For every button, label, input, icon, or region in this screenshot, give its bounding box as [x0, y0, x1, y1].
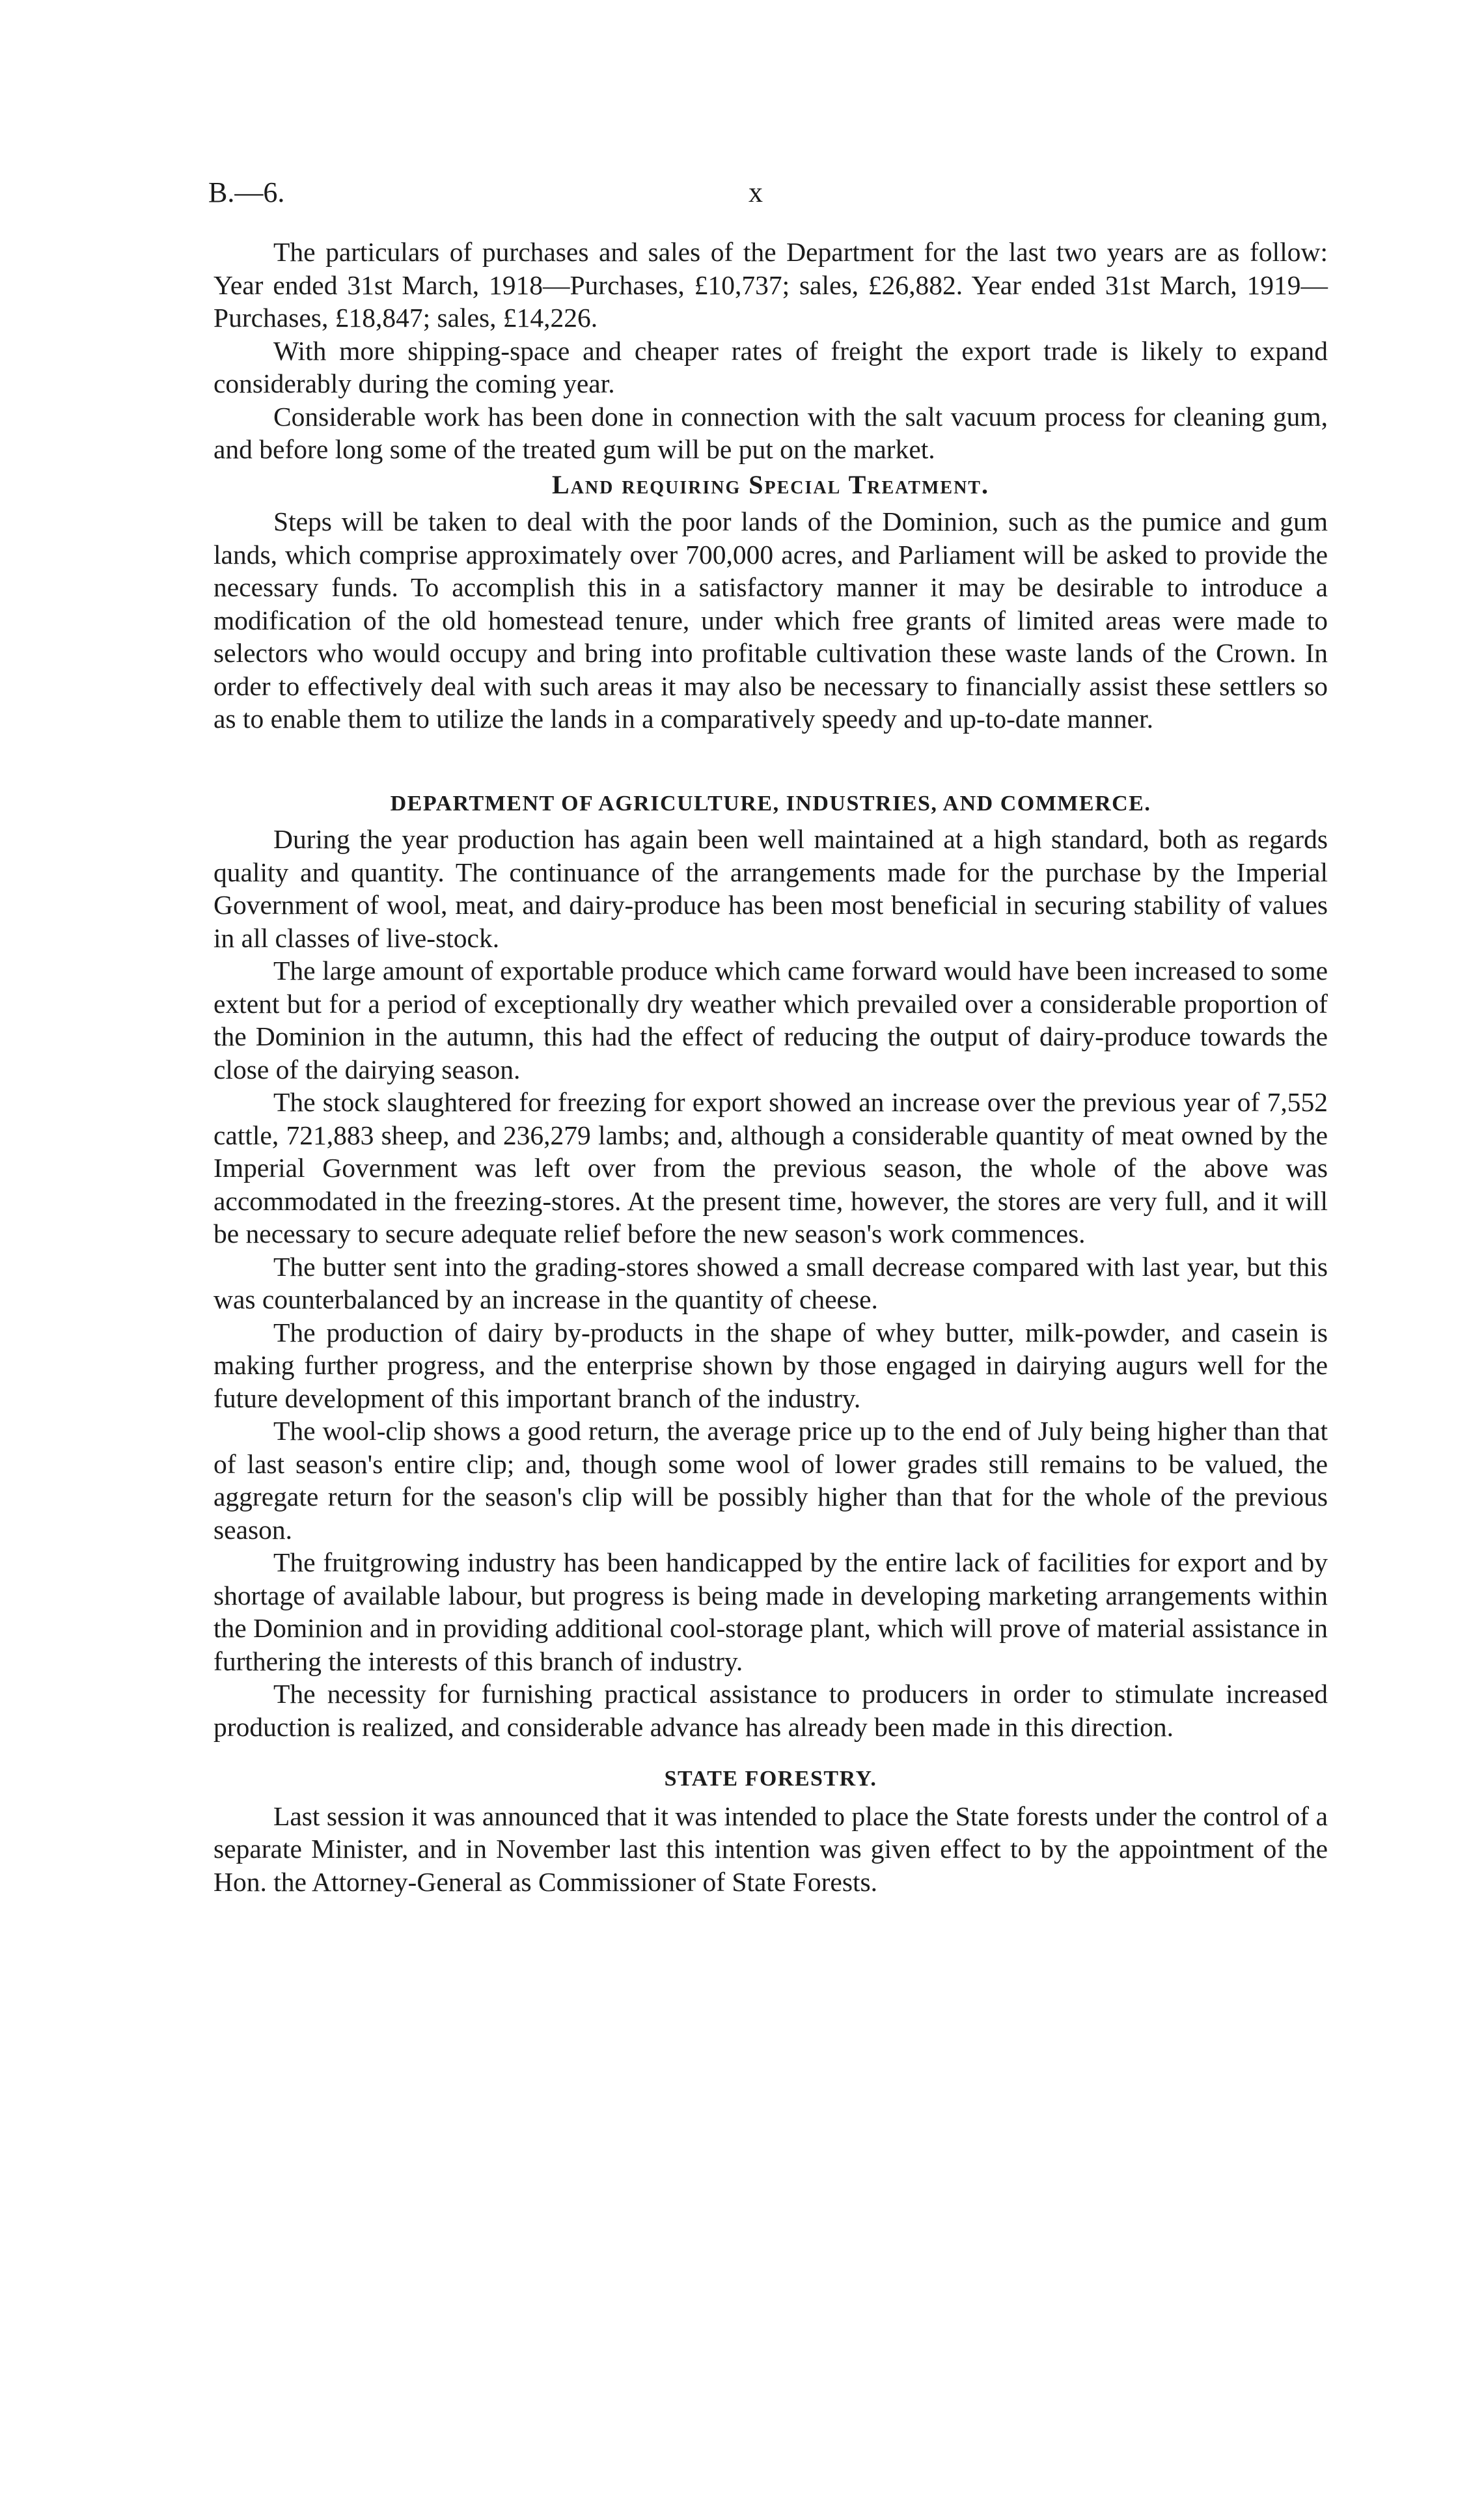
document-reference: B.—6. — [208, 176, 285, 208]
paragraph: Considerable work has been done in connection with the salt vacuum process for cleaning gum, and before long some of the treated gum will be put on the market. — [213, 401, 1328, 464]
paragraph: The wool-clip shows a good return, the average price up to the end of July being higher than that of last season's entire clip; and, though some wool of lower grades still remains to be valued, the aggregate return for the season's clip will be possibly higher than that for the whole of the previous season. — [213, 1416, 1328, 1545]
purchases-sales-section — [213, 236, 1328, 466]
section-heading: Land requiring Special Treatment. — [552, 469, 989, 499]
section-heading: DEPARTMENT OF AGRICULTURE, INDUSTRIES, AND COMMERCE. — [390, 791, 1151, 816]
paragraph: The butter sent into the grading-stores showed a small decrease compared with last year, but this was counterbalanced by an increase in the quantity of cheese. — [213, 1251, 1328, 1314]
paragraph: Steps will be taken to deal with the poor lands of the Dominion, such as the pumice and gum lands, which comprise approximately over 700,000 acres, and Parliament will be asked to provide the necessary funds. To accomplish this in a satisfactory manner it may be desirable to introduce a modification of the old homestead tenure, under which free grants of limited areas were made to selectors who would occupy and bring into profitable cultivation these waste lands of the Crown. In order to effectively deal with such areas it may also be necessary to financially assist these settlers so as to enable them to utilize the lands in a comparatively speedy and up-to-date manner. — [213, 506, 1328, 734]
paragraph: The fruitgrowing industry has been handicapped by the entire lack of facilities for export and by shortage of available labour, but progress is being made in developing marketing arrangements within the Dominion and in providing additional cool-storage plant, which will prove of material assistance in furthering the interests of this branch of industry. — [213, 1547, 1328, 1676]
paragraph: Last session it was announced that it was intended to place the State forests under the control of a separate Minister, and in November last this intention was given effect to by the appointment of the Hon. the Attorney-General as Commissioner of State Forests. — [213, 1801, 1328, 1897]
paragraph: With more shipping-space and cheaper rates of freight the export trade is likely to expand considerably during the coming year. — [213, 335, 1328, 398]
page-header — [208, 176, 1328, 215]
section-heading: STATE FORESTRY. — [664, 1767, 877, 1791]
agriculture-section — [213, 788, 1328, 1744]
paragraph: The particulars of purchases and sales of the Department for the last two years are as follow: Year ended 31st March, 1918—Purchases, £10,737; sales, £26,882. Year ended 31st March, 1919—Purchases, £18,847; sales, £14,226. — [213, 237, 1328, 333]
paragraph: The necessity for furnishing practical assistance to producers in order to stimulate increased production is realized, and considerable advance has already been made in this direction. — [213, 1679, 1328, 1742]
state-forestry-section — [213, 1763, 1328, 1898]
paragraph: The stock slaughtered for freezing for export showed an increase over the previous year of 7,552 cattle, 721,883 sheep, and 236,279 lambs; and, although a considerable quantity of meat owned by the Imperial Government was left over from the previous season, the whole of the above was accommodated in the freezing-stores. At the present time, however, the stores are very full, and it will be necessary to secure adequate relief before the new season's work commences. — [213, 1087, 1328, 1249]
paragraph: During the year production has again been well maintained at a high standard, both as regards quality and quantity. The continuance of the arrangements made for the purchase by the Imperial Government of wool, meat, and dairy-produce has been most beneficial in securing stability of values in all classes of live-stock. — [213, 824, 1328, 953]
paragraph: The production of dairy by-products in the shape of whey butter, milk-powder, and casein is making further progress, and the enterprise shown by those engaged in dairying augurs well for the future development of this important branch of the industry. — [213, 1317, 1328, 1413]
page-body — [213, 236, 1328, 1898]
land-special-treatment-section — [213, 469, 1328, 736]
page-number: x — [749, 176, 763, 208]
paragraph: The large amount of exportable produce which came forward would have been increased to some extent but for a period of exceptionally dry weather which prevailed over a considerable proportion of the Dominion in the autumn, this had the effect of reducing the output of dairy-produce towards the close of the dairying season. — [213, 956, 1328, 1084]
